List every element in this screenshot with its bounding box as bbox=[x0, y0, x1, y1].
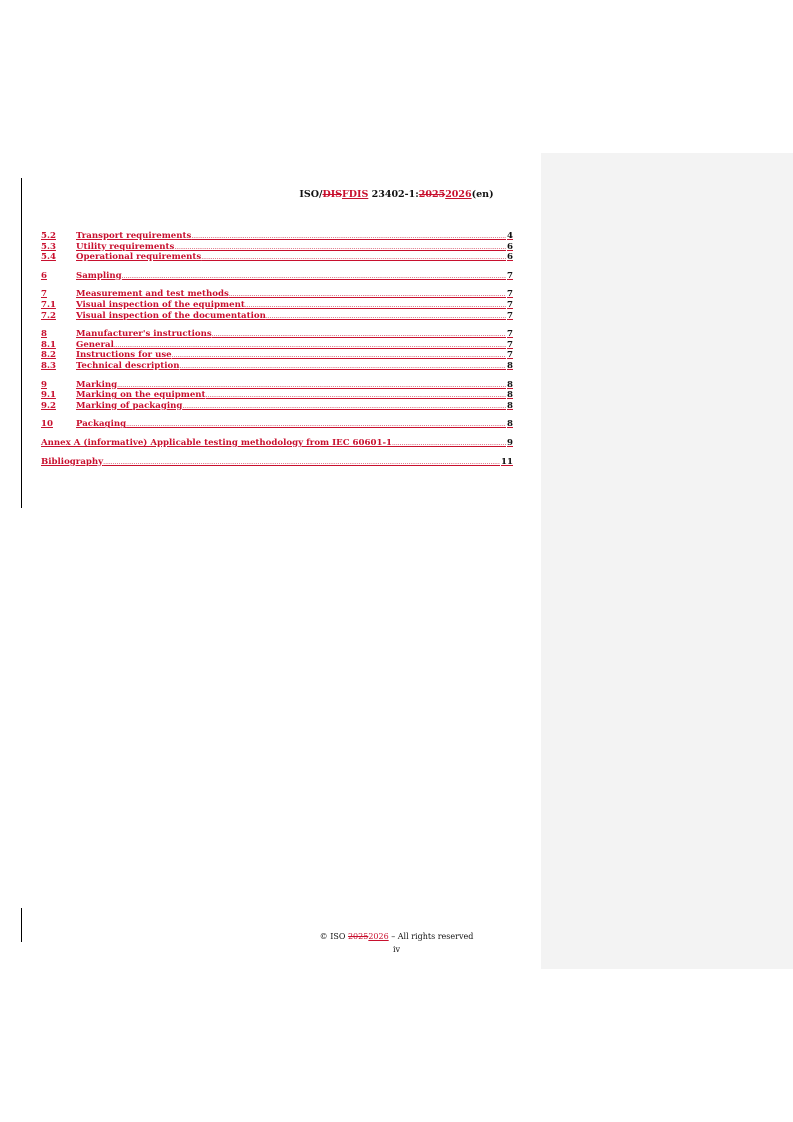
toc-entry-title: Manufacturer's instructions bbox=[76, 329, 212, 340]
change-bar-top bbox=[21, 178, 22, 508]
toc-leader bbox=[212, 329, 506, 340]
toc-entry-page: 7 bbox=[507, 310, 513, 321]
footer-copyright-suffix: – All rights reserved bbox=[388, 932, 474, 941]
toc-entry[interactable] bbox=[41, 419, 513, 430]
comments-pane bbox=[541, 153, 793, 969]
footer-page-number: iv bbox=[392, 945, 401, 954]
header-prefix: ISO/ bbox=[299, 189, 323, 200]
toc-entry-number: 5.3 bbox=[41, 241, 56, 252]
toc-entry-page: 8 bbox=[507, 400, 513, 411]
toc-entry-number: 7.2 bbox=[41, 310, 56, 321]
toc-entry-page: 7 bbox=[507, 289, 513, 300]
toc-entry-title: Utility requirements bbox=[76, 241, 175, 252]
toc-leader bbox=[126, 419, 506, 430]
toc-entry[interactable] bbox=[41, 340, 513, 351]
toc-leader bbox=[114, 340, 506, 351]
toc-entry-page: 9 bbox=[507, 437, 513, 448]
header-inserted-stage: FDIS bbox=[342, 189, 369, 200]
toc-entry[interactable] bbox=[41, 252, 513, 263]
toc-entry-page: 7 bbox=[507, 350, 513, 361]
toc-entry-number: 10 bbox=[41, 419, 53, 430]
document-header bbox=[0, 189, 793, 200]
toc-leader bbox=[122, 271, 506, 282]
toc-entry-number: 8.2 bbox=[41, 350, 56, 361]
table-of-contents bbox=[41, 231, 513, 467]
toc-entry[interactable] bbox=[41, 289, 513, 300]
footer-deleted-year: 2025 bbox=[347, 932, 369, 941]
toc-entry-title: Marking on the equipment bbox=[76, 390, 206, 401]
toc-entry-number: 7.1 bbox=[41, 299, 56, 310]
toc-entry-number: 8.3 bbox=[41, 360, 56, 371]
toc-leader bbox=[206, 390, 507, 401]
toc-entry-bibliography[interactable] bbox=[41, 457, 513, 468]
toc-entry-page: 8 bbox=[507, 390, 513, 401]
toc-entry-title: Packaging bbox=[76, 419, 127, 430]
header-inserted-year: 2026 bbox=[445, 189, 472, 200]
footer-copyright-prefix: © ISO bbox=[319, 932, 348, 941]
toc-entry-title: Annex A (informative) Applicable testing methodology from IEC 60601-1 bbox=[41, 437, 392, 448]
footer-copyright bbox=[0, 932, 793, 941]
toc-leader bbox=[201, 252, 506, 263]
toc-entry-title: Technical description bbox=[76, 360, 180, 371]
toc-entry[interactable] bbox=[41, 300, 513, 311]
toc-entry-number: 8 bbox=[41, 329, 47, 340]
toc-entry-page: 6 bbox=[507, 241, 513, 252]
toc-entry[interactable] bbox=[41, 242, 513, 253]
toc-entry-title: Visual inspection of the documentation bbox=[76, 310, 266, 321]
toc-entry[interactable] bbox=[41, 380, 513, 391]
toc-entry-title: Transport requirements bbox=[76, 231, 192, 241]
toc-entry-title: Measurement and test methods bbox=[76, 289, 229, 300]
toc-entry-title: Visual inspection of the equipment bbox=[76, 299, 245, 310]
toc-entry-title: General bbox=[76, 339, 114, 350]
toc-entry[interactable] bbox=[41, 271, 513, 282]
toc-entry-title: Sampling bbox=[76, 270, 122, 281]
toc-leader bbox=[174, 242, 506, 253]
toc-leader bbox=[229, 289, 506, 300]
toc-entry-page: 7 bbox=[507, 299, 513, 310]
toc-leader bbox=[117, 380, 506, 391]
header-suffix: (en) bbox=[471, 189, 494, 200]
toc-leader bbox=[172, 350, 506, 361]
toc-entry[interactable] bbox=[41, 361, 513, 372]
toc-leader bbox=[191, 231, 506, 242]
toc-entry-page: 7 bbox=[507, 339, 513, 350]
toc-leader bbox=[182, 401, 506, 412]
toc-entry-page: 7 bbox=[507, 329, 513, 340]
toc-entry[interactable] bbox=[41, 311, 513, 322]
toc-entry-page: 7 bbox=[507, 270, 513, 281]
toc-entry[interactable] bbox=[41, 329, 513, 340]
header-deleted-stage: DIS bbox=[322, 189, 343, 200]
toc-leader bbox=[245, 300, 506, 311]
toc-leader bbox=[180, 361, 507, 372]
toc-entry-page: 6 bbox=[507, 252, 513, 263]
toc-leader bbox=[103, 457, 500, 468]
header-deleted-year: 2025 bbox=[418, 189, 446, 200]
toc-entry-number: 5.4 bbox=[41, 252, 56, 263]
toc-entry-title: Marking bbox=[76, 379, 118, 390]
toc-entry-annex[interactable] bbox=[41, 438, 513, 449]
toc-entry-number: 5.2 bbox=[41, 231, 56, 241]
toc-entry-title: Marking of packaging bbox=[76, 400, 183, 411]
toc-entry-number: 9.1 bbox=[41, 390, 56, 401]
toc-entry-title: Instructions for use bbox=[76, 350, 172, 361]
header-number: 23402-1: bbox=[368, 189, 419, 200]
toc-entry-page: 8 bbox=[507, 419, 513, 430]
toc-entry-number: 8.1 bbox=[41, 339, 56, 350]
toc-entry-number: 9.2 bbox=[41, 400, 56, 411]
toc-entry-page: 4 bbox=[507, 231, 513, 241]
toc-entry[interactable] bbox=[41, 231, 513, 242]
toc-entry[interactable] bbox=[41, 350, 513, 361]
toc-entry[interactable] bbox=[41, 401, 513, 412]
footer-inserted-year: 2026 bbox=[368, 932, 389, 941]
toc-entry-number: 9 bbox=[41, 379, 47, 390]
toc-leader bbox=[392, 438, 506, 449]
toc-entry-page: 8 bbox=[507, 360, 513, 371]
toc-entry-number: 6 bbox=[41, 270, 47, 281]
toc-entry-page: 8 bbox=[507, 379, 513, 390]
toc-entry[interactable] bbox=[41, 390, 513, 401]
toc-entry-number: 7 bbox=[41, 289, 47, 300]
toc-leader bbox=[266, 311, 506, 322]
toc-entry-title: Bibliography bbox=[41, 456, 104, 467]
toc-entry-page: 11 bbox=[501, 456, 513, 467]
toc-entry-title: Operational requirements bbox=[76, 252, 202, 263]
